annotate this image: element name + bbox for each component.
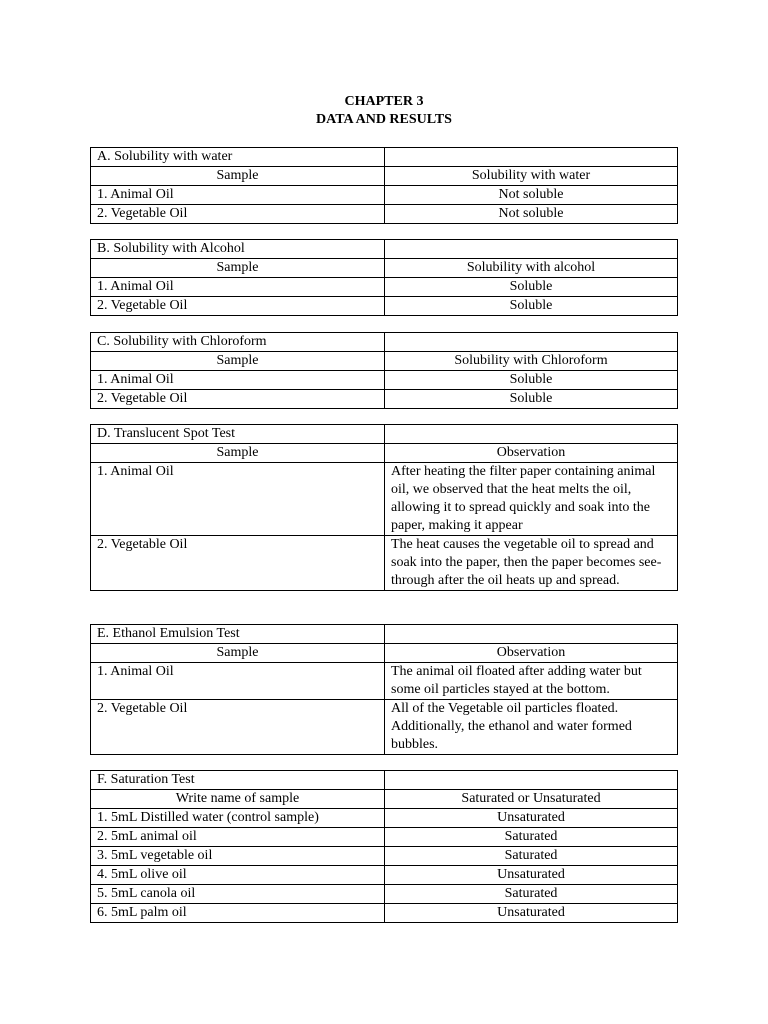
- table-title: C. Solubility with Chloroform: [91, 333, 385, 352]
- column-header-result: Solubility with water: [385, 167, 678, 186]
- result-cell: Saturated: [385, 885, 678, 904]
- sample-cell: 6. 5mL palm oil: [91, 904, 385, 923]
- column-header-sample: Sample: [91, 644, 385, 663]
- chapter-label: CHAPTER 3: [344, 94, 424, 109]
- sample-cell: 2. Vegetable Oil: [91, 205, 385, 224]
- sample-cell: 1. Animal Oil: [91, 278, 385, 297]
- table-title-row: [91, 771, 678, 790]
- table-row: [91, 186, 678, 205]
- sample-cell: 1. Animal Oil: [91, 371, 385, 390]
- table-title: A. Solubility with water: [91, 148, 385, 167]
- table-row: [91, 700, 678, 755]
- table-row: [91, 809, 678, 828]
- result-cell: Not soluble: [385, 205, 678, 224]
- table-title-row: [91, 333, 678, 352]
- sample-cell: 1. Animal Oil: [91, 463, 385, 536]
- column-header-sample: Sample: [91, 259, 385, 278]
- table-header-row: [91, 644, 678, 663]
- table-row: [91, 278, 678, 297]
- table-solubility-chloroform: [90, 332, 678, 409]
- observation-cell: After heating the filter paper containing animal oil, we observed that the heat melts the oil, allowing it to spread quickly and soak into the paper, making it appear: [385, 463, 678, 536]
- table-title-blank: [385, 425, 678, 444]
- table-row: [91, 904, 678, 923]
- column-header-result: Solubility with Chloroform: [385, 352, 678, 371]
- table-title: D. Translucent Spot Test: [91, 425, 385, 444]
- page-title: DATA AND RESULTS: [316, 112, 452, 127]
- table-title-blank: [385, 333, 678, 352]
- table-title-row: [91, 240, 678, 259]
- table-header-row: [91, 790, 678, 809]
- table-row: [91, 866, 678, 885]
- table-saturation-test: [90, 770, 678, 923]
- table-title-blank: [385, 240, 678, 259]
- result-cell: Not soluble: [385, 186, 678, 205]
- result-cell: Soluble: [385, 390, 678, 409]
- page-heading: [0, 93, 768, 129]
- result-cell: Unsaturated: [385, 904, 678, 923]
- table-row: [91, 390, 678, 409]
- table-title-row: [91, 148, 678, 167]
- observation-cell: All of the Vegetable oil particles floated. Additionally, the ethanol and water formed bubbles.: [385, 700, 678, 755]
- table-row: [91, 297, 678, 316]
- sample-cell: 2. Vegetable Oil: [91, 536, 385, 591]
- column-header-result: Saturated or Unsaturated: [385, 790, 678, 809]
- table-row: [91, 828, 678, 847]
- sample-cell: 1. 5mL Distilled water (control sample): [91, 809, 385, 828]
- sample-cell: 2. Vegetable Oil: [91, 390, 385, 409]
- table-row: [91, 885, 678, 904]
- result-cell: Unsaturated: [385, 866, 678, 885]
- sample-cell: 1. Animal Oil: [91, 186, 385, 205]
- column-header-sample: Sample: [91, 444, 385, 463]
- result-cell: Soluble: [385, 297, 678, 316]
- result-cell: Unsaturated: [385, 809, 678, 828]
- sample-cell: 2. 5mL animal oil: [91, 828, 385, 847]
- sample-cell: 3. 5mL vegetable oil: [91, 847, 385, 866]
- table-solubility-water: [90, 147, 678, 224]
- column-header-result: Observation: [385, 644, 678, 663]
- table-title-blank: [385, 771, 678, 790]
- sample-cell: 2. Vegetable Oil: [91, 700, 385, 755]
- table-title: F. Saturation Test: [91, 771, 385, 790]
- column-header-result: Observation: [385, 444, 678, 463]
- table-header-row: [91, 352, 678, 371]
- result-cell: Saturated: [385, 828, 678, 847]
- sample-cell: 4. 5mL olive oil: [91, 866, 385, 885]
- table-title-blank: [385, 625, 678, 644]
- result-cell: Saturated: [385, 847, 678, 866]
- table-row: [91, 463, 678, 536]
- table-row: [91, 536, 678, 591]
- table-row: [91, 663, 678, 700]
- table-header-row: [91, 444, 678, 463]
- observation-cell: The animal oil floated after adding water but some oil particles stayed at the bottom.: [385, 663, 678, 700]
- sample-cell: 2. Vegetable Oil: [91, 297, 385, 316]
- table-row: [91, 847, 678, 866]
- table-header-row: [91, 167, 678, 186]
- sample-cell: 1. Animal Oil: [91, 663, 385, 700]
- table-solubility-alcohol: [90, 239, 678, 316]
- table-row: [91, 371, 678, 390]
- table-title-row: [91, 425, 678, 444]
- observation-cell: The heat causes the vegetable oil to spread and soak into the paper, then the paper becomes see-through after the oil heats up and spread.: [385, 536, 678, 591]
- column-header-sample: Sample: [91, 167, 385, 186]
- table-row: [91, 205, 678, 224]
- table-title-blank: [385, 148, 678, 167]
- table-title-row: [91, 625, 678, 644]
- table-title: B. Solubility with Alcohol: [91, 240, 385, 259]
- table-ethanol-emulsion-test: [90, 624, 678, 755]
- column-header-sample: Write name of sample: [91, 790, 385, 809]
- sample-cell: 5. 5mL canola oil: [91, 885, 385, 904]
- result-cell: Soluble: [385, 371, 678, 390]
- column-header-sample: Sample: [91, 352, 385, 371]
- table-translucent-spot-test: [90, 424, 678, 591]
- table-title: E. Ethanol Emulsion Test: [91, 625, 385, 644]
- column-header-result: Solubility with alcohol: [385, 259, 678, 278]
- result-cell: Soluble: [385, 278, 678, 297]
- table-header-row: [91, 259, 678, 278]
